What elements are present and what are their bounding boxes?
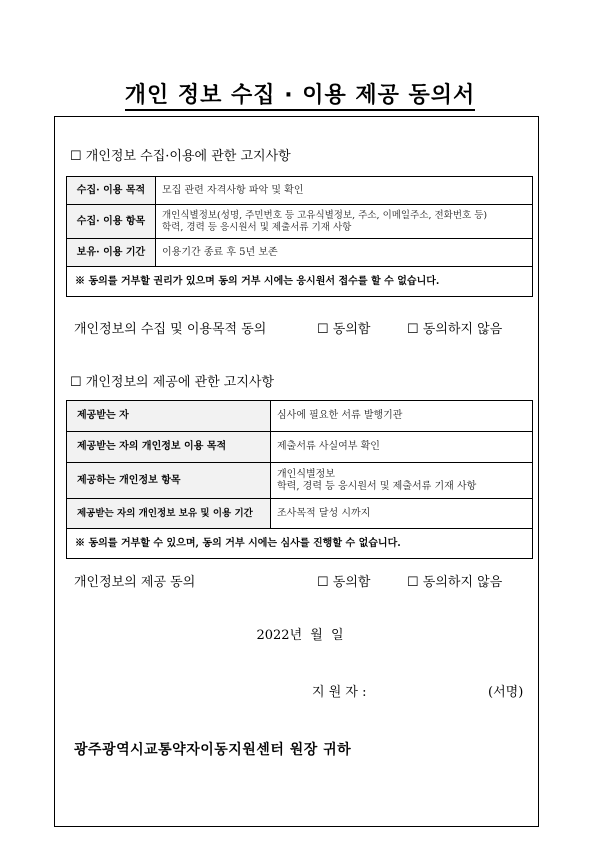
row-value xyxy=(156,205,533,239)
row-value: 이용기간 종료 후 5년 보존 xyxy=(156,239,533,267)
signing-date: 2022년 월 일 xyxy=(256,628,344,643)
row-value-line: 개인식별정보 xyxy=(277,468,335,480)
consent-provision-row xyxy=(74,571,524,590)
disagree-checkbox[interactable]: ☐ 동의하지 않음 xyxy=(407,322,503,337)
consent-collection-row xyxy=(74,318,524,337)
signature-label: (서명) xyxy=(488,685,524,700)
refusal-notice: ※ 동의를 거부할 권리가 있으며 동의 거부 시에는 응시원서 접수를 할 수 없습니다. xyxy=(67,267,533,297)
table-row xyxy=(67,529,533,559)
table-row xyxy=(67,401,533,432)
agree-checkbox[interactable]: ☐ 동의함 xyxy=(317,575,371,590)
row-value-line: 학력, 경력 등 응시원서 및 제출서류 기재 사항 xyxy=(162,221,352,233)
table-row xyxy=(67,239,533,267)
disagree-checkbox[interactable]: ☐ 동의하지 않음 xyxy=(407,575,503,590)
collection-notice-table xyxy=(66,176,533,297)
table-row xyxy=(67,499,533,529)
table-row xyxy=(67,267,533,297)
provision-notice-table xyxy=(66,400,533,559)
row-label: 수집· 이용 항목 xyxy=(67,205,156,239)
row-value xyxy=(271,463,533,499)
row-label: 제공받는 자의 개인정보 보유 및 이용 기간 xyxy=(67,499,271,529)
section1-heading: ☐ 개인정보 수집·이용에 관한 고지사항 xyxy=(70,149,291,164)
applicant-label: 지 원 자 : xyxy=(312,685,367,700)
table-row xyxy=(67,432,533,463)
recipient-line: 광주광역시교통약자이동지원센터 원장 귀하 xyxy=(74,742,352,758)
consent-label: 개인정보의 수집 및 이용목적 동의 xyxy=(74,322,267,337)
agree-checkbox[interactable]: ☐ 동의함 xyxy=(317,322,371,337)
row-label: 수집· 이용 목적 xyxy=(67,177,156,205)
row-label: 제공하는 개인정보 항목 xyxy=(67,463,271,499)
row-value-line: 개인식별정보(성명, 주민번호 등 고유식별정보, 주소, 이메일주소, 전화번호 등) xyxy=(162,209,488,221)
row-value-line: 학력, 경력 등 응시원서 및 제출서류 기재 사항 xyxy=(277,480,477,492)
row-value: 제출서류 사실여부 확인 xyxy=(271,432,533,463)
row-label: 제공받는 자의 개인정보 이용 목적 xyxy=(67,432,271,463)
row-value: 모집 관련 자격사항 파악 및 확인 xyxy=(156,177,533,205)
document-title: 개인 정보 수집 · 이용 제공 동의서 xyxy=(0,78,600,109)
row-label: 제공받는 자 xyxy=(67,401,271,432)
consent-label: 개인정보의 제공 동의 xyxy=(74,575,196,590)
row-label: 보유· 이용 기간 xyxy=(67,239,156,267)
row-value: 조사목적 달성 시까지 xyxy=(271,499,533,529)
table-row xyxy=(67,205,533,239)
row-value: 심사에 필요한 서류 발행기관 xyxy=(271,401,533,432)
table-row xyxy=(67,463,533,499)
table-row xyxy=(67,177,533,205)
refusal-notice: ※ 동의를 거부할 수 있으며, 동의 거부 시에는 심사를 진행할 수 없습니다. xyxy=(67,529,533,559)
section2-heading: ☐ 개인정보의 제공에 관한 고지사항 xyxy=(70,375,274,390)
